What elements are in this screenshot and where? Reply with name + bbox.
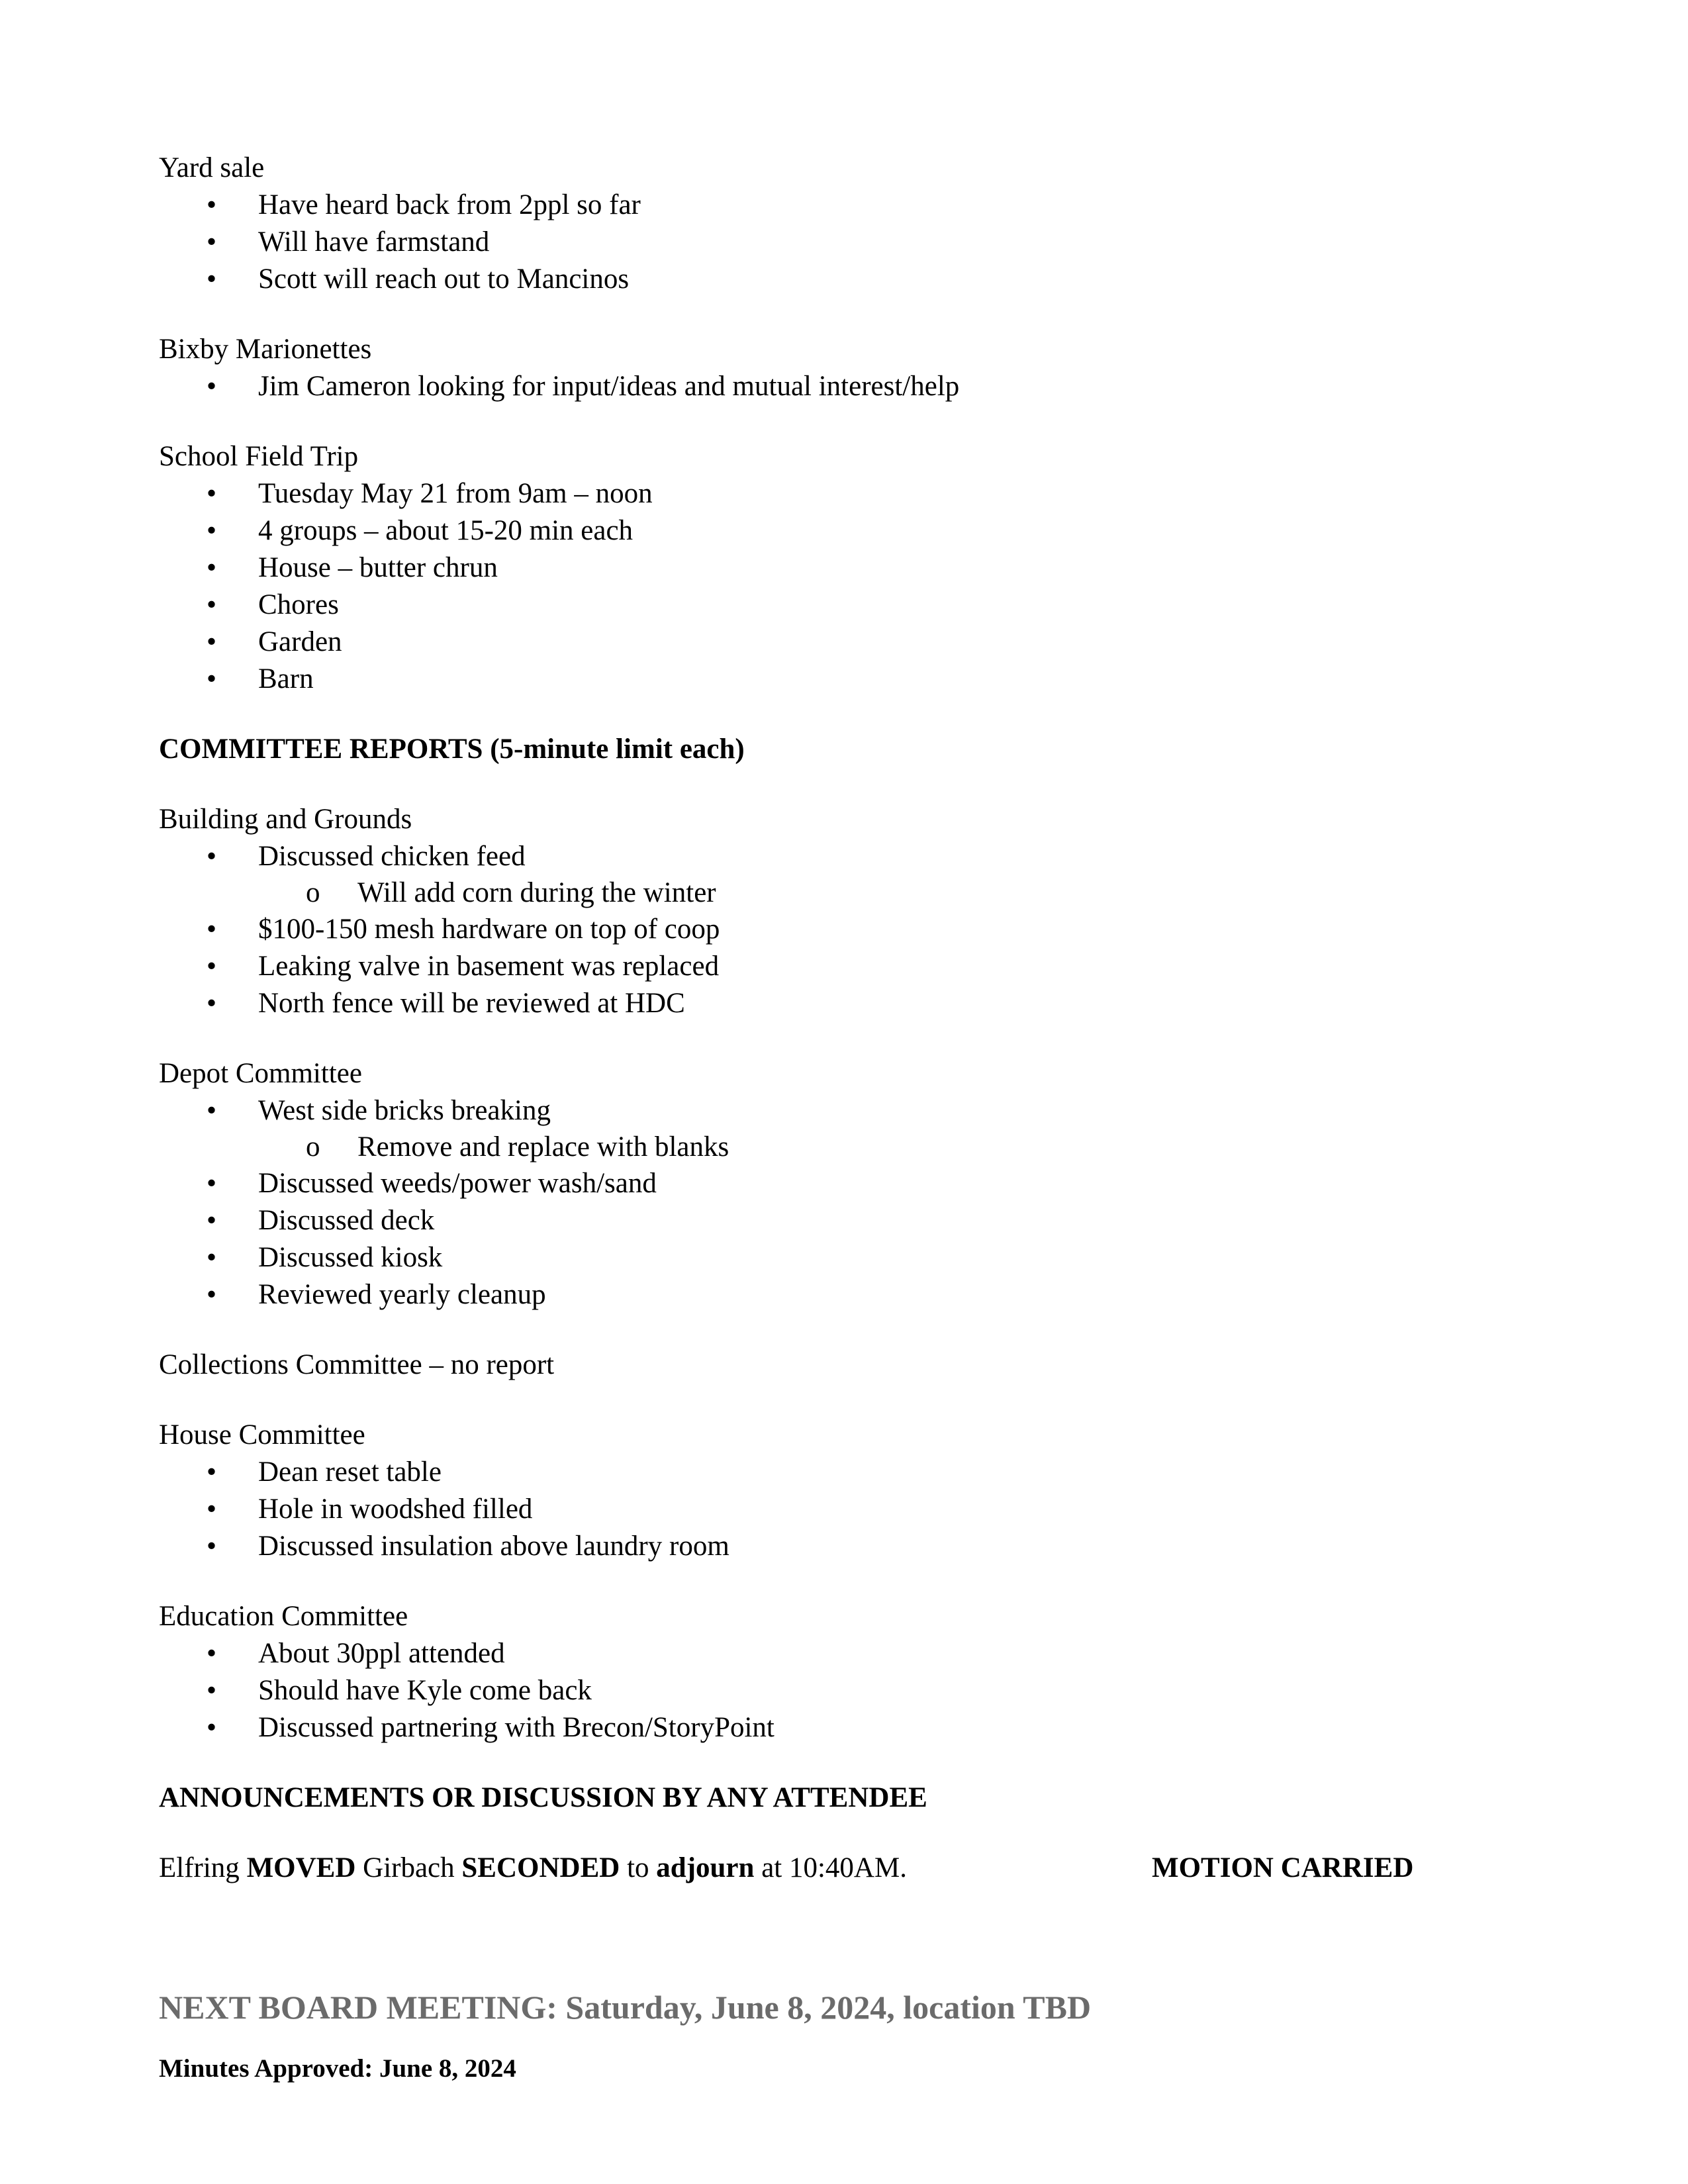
list-item: • Garden	[159, 624, 1483, 661]
building-list	[159, 838, 1483, 875]
motion-mover: Elfring	[159, 1852, 240, 1883]
committee-reports-heading: COMMITTEE REPORTS (5-minute limit each)	[159, 734, 745, 765]
list-item: • Have heard back from 2ppl so far	[159, 187, 1483, 224]
motion-seconded: SECONDED	[461, 1852, 620, 1883]
yard-sale-title: Yard sale	[159, 152, 265, 183]
list-item: • Tuesday May 21 from 9am – noon	[159, 475, 1483, 512]
list-item: • About 30ppl attended	[159, 1635, 1483, 1672]
adjourn-motion	[159, 1850, 1483, 1887]
field-trip-title: School Field Trip	[159, 441, 359, 472]
sub-list-item-text: Will add corn during the winter	[357, 877, 716, 908]
next-board-meeting: NEXT BOARD MEETING: Saturday, June 8, 2024, location TBD	[159, 1989, 1092, 2026]
list-item: • Discussed chicken feed	[159, 838, 1483, 875]
list-item: • Dean reset table	[159, 1454, 1483, 1491]
list-item: • 4 groups – about 15-20 min each	[159, 512, 1483, 549]
minutes-approved: Minutes Approved: June 8, 2024	[159, 2054, 516, 2083]
house-list	[159, 1454, 1483, 1565]
building-list-rest	[159, 911, 1483, 1022]
list-item: • House – butter chrun	[159, 549, 1483, 587]
list-item: • Discussed insulation above laundry room	[159, 1528, 1483, 1565]
list-item: • Leaking valve in basement was replaced	[159, 948, 1483, 985]
list-item: • Chores	[159, 587, 1483, 624]
list-item: • Jim Cameron looking for input/ideas and mutual interest/help	[159, 368, 1483, 405]
list-item: • Discussed weeds/power wash/sand	[159, 1165, 1483, 1202]
motion-result: MOTION CARRIED	[1152, 1852, 1414, 1883]
depot-sublist	[159, 1129, 1483, 1165]
list-item: • Reviewed yearly cleanup	[159, 1276, 1483, 1313]
motion-action: adjourn	[656, 1852, 755, 1883]
depot-title: Depot Committee	[159, 1058, 362, 1089]
list-item: • Discussed kiosk	[159, 1239, 1483, 1276]
education-list	[159, 1635, 1483, 1746]
field-trip-list	[159, 475, 1483, 698]
building-sublist	[159, 875, 1483, 911]
bixby-list	[159, 368, 1483, 405]
depot-list-rest	[159, 1165, 1483, 1313]
list-item: • $100-150 mesh hardware on top of coop	[159, 911, 1483, 948]
list-item: • Hole in woodshed filled	[159, 1491, 1483, 1528]
bixby-title: Bixby Marionettes	[159, 334, 372, 365]
list-item: • Will have farmstand	[159, 224, 1483, 261]
motion-time: at 10:40AM.	[761, 1852, 907, 1883]
depot-list	[159, 1092, 1483, 1129]
list-item: • Barn	[159, 661, 1483, 698]
minutes-content	[159, 150, 1483, 2085]
sub-list-item-text: Remove and replace with blanks	[357, 1131, 729, 1163]
list-item: • Discussed deck	[159, 1202, 1483, 1239]
announcements-heading: ANNOUNCEMENTS OR DISCUSSION BY ANY ATTENDEE	[159, 1782, 927, 1813]
motion-to: to	[627, 1852, 649, 1883]
house-title: House Committee	[159, 1419, 365, 1450]
motion-text	[159, 1850, 907, 1887]
motion-moved: MOVED	[246, 1852, 356, 1883]
collections-line: Collections Committee – no report	[159, 1349, 555, 1380]
education-title: Education Committee	[159, 1601, 408, 1632]
list-item: • West side bricks breaking	[159, 1092, 1483, 1129]
sub-list-item	[159, 1129, 1483, 1165]
list-item: • Discussed partnering with Brecon/StoryPoint	[159, 1709, 1483, 1746]
list-item: • Should have Kyle come back	[159, 1672, 1483, 1709]
sub-list-item	[159, 875, 1483, 911]
building-title: Building and Grounds	[159, 804, 412, 835]
yard-sale-list	[159, 187, 1483, 298]
motion-seconder: Girbach	[363, 1852, 455, 1883]
list-item: • Scott will reach out to Mancinos	[159, 261, 1483, 298]
list-item: • North fence will be reviewed at HDC	[159, 985, 1483, 1022]
